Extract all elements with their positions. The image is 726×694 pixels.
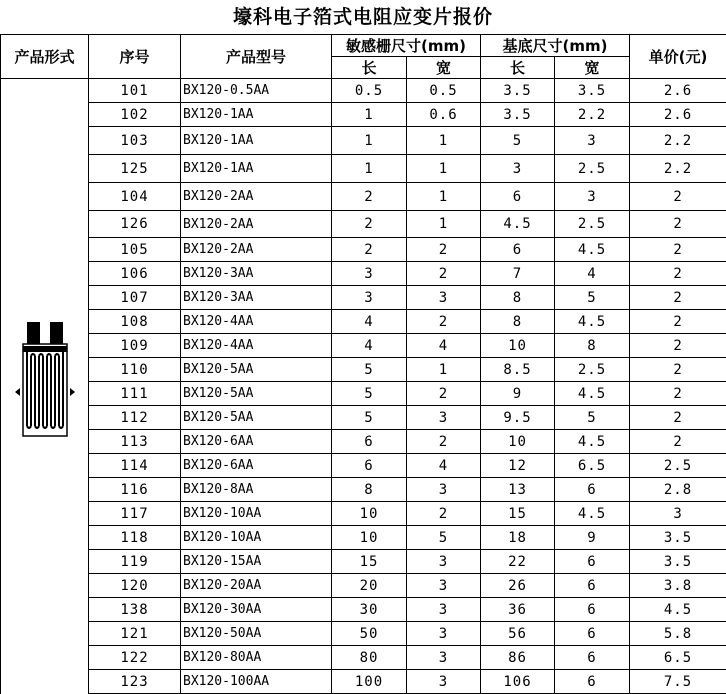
cell-price: 3: [630, 502, 726, 526]
cell-price: 2: [630, 211, 726, 238]
table-row: [1, 502, 726, 526]
cell-bw: 5: [555, 286, 630, 310]
header-grid-width: 宽: [407, 57, 481, 79]
table-row: [1, 646, 726, 670]
cell-gl: 1: [332, 127, 407, 155]
cell-price: 2.2: [630, 127, 726, 155]
cell-price: 2: [630, 262, 726, 286]
cell-model: BX120-2AA: [181, 211, 332, 238]
cell-price: 2: [630, 358, 726, 382]
header-seq: 序号: [89, 35, 181, 79]
header-base-length: 长: [481, 57, 555, 79]
cell-gw: 1: [407, 183, 481, 211]
header-model: 产品型号: [181, 35, 332, 79]
cell-model: BX120-10AA: [181, 502, 332, 526]
cell-gl: 4: [332, 334, 407, 358]
cell-bw: 4: [555, 262, 630, 286]
table-body: [1, 79, 726, 694]
cell-gl: 15: [332, 550, 407, 574]
cell-bw: 3: [555, 127, 630, 155]
cell-model: BX120-30AA: [181, 598, 332, 622]
cell-bw: 4.5: [555, 430, 630, 454]
strain-gauge-icon: [13, 322, 77, 446]
cell-model: BX120-5AA: [181, 358, 332, 382]
table-row: [1, 574, 726, 598]
cell-bw: 4.5: [555, 310, 630, 334]
cell-gl: 10: [332, 502, 407, 526]
cell-price: 7.5: [630, 670, 726, 694]
cell-model: BX120-6AA: [181, 454, 332, 478]
cell-model: BX120-8AA: [181, 478, 332, 502]
cell-seq: 122: [89, 646, 181, 670]
cell-bl: 3: [481, 155, 555, 183]
cell-model: BX120-20AA: [181, 574, 332, 598]
cell-gw: 3: [407, 478, 481, 502]
cell-price: 3.8: [630, 574, 726, 598]
cell-bl: 22: [481, 550, 555, 574]
table-row: [1, 670, 726, 694]
cell-model: BX120-2AA: [181, 183, 332, 211]
table-row: [1, 183, 726, 211]
cell-seq: 103: [89, 127, 181, 155]
cell-bw: 6: [555, 550, 630, 574]
table-row: [1, 358, 726, 382]
cell-gw: 3: [407, 622, 481, 646]
cell-gw: 4: [407, 334, 481, 358]
cell-bw: 2.5: [555, 358, 630, 382]
cell-model: BX120-5AA: [181, 382, 332, 406]
cell-seq: 109: [89, 334, 181, 358]
cell-gl: 100: [332, 670, 407, 694]
cell-gw: 3: [407, 574, 481, 598]
cell-price: 2.5: [630, 454, 726, 478]
cell-seq: 108: [89, 310, 181, 334]
cell-bw: 6: [555, 574, 630, 598]
cell-bl: 12: [481, 454, 555, 478]
cell-price: 2: [630, 286, 726, 310]
cell-gl: 8: [332, 478, 407, 502]
cell-price: 2.2: [630, 155, 726, 183]
cell-bw: 2.5: [555, 155, 630, 183]
header-form: 产品形式: [1, 35, 89, 79]
header-base-width: 宽: [555, 57, 630, 79]
cell-price: 4.5: [630, 598, 726, 622]
table-row: [1, 550, 726, 574]
cell-seq: 125: [89, 155, 181, 183]
cell-bw: 6: [555, 622, 630, 646]
cell-seq: 101: [89, 79, 181, 103]
table-row: [1, 79, 726, 103]
cell-bl: 8: [481, 310, 555, 334]
cell-model: BX120-100AA: [181, 670, 332, 694]
cell-bl: 86: [481, 646, 555, 670]
cell-bl: 18: [481, 526, 555, 550]
cell-seq: 102: [89, 103, 181, 127]
table-row: [1, 238, 726, 262]
cell-gw: 2: [407, 430, 481, 454]
cell-gw: 1: [407, 127, 481, 155]
cell-bw: 2.2: [555, 103, 630, 127]
cell-gl: 2: [332, 183, 407, 211]
cell-bl: 10: [481, 430, 555, 454]
table-row: [1, 454, 726, 478]
cell-model: BX120-4AA: [181, 310, 332, 334]
cell-bl: 5: [481, 127, 555, 155]
table-row: [1, 406, 726, 430]
cell-gl: 80: [332, 646, 407, 670]
table-row: [1, 334, 726, 358]
cell-seq: 121: [89, 622, 181, 646]
cell-seq: 117: [89, 502, 181, 526]
cell-price: 2: [630, 310, 726, 334]
cell-gl: 4: [332, 310, 407, 334]
cell-gl: 2: [332, 211, 407, 238]
cell-model: BX120-5AA: [181, 406, 332, 430]
cell-seq: 118: [89, 526, 181, 550]
cell-gl: 0.5: [332, 79, 407, 103]
cell-price: 2: [630, 334, 726, 358]
cell-gw: 3: [407, 550, 481, 574]
cell-bw: 5: [555, 406, 630, 430]
cell-price: 3.5: [630, 550, 726, 574]
cell-gl: 2: [332, 238, 407, 262]
cell-gw: 2: [407, 310, 481, 334]
cell-bw: 6: [555, 646, 630, 670]
cell-gw: 3: [407, 598, 481, 622]
table-row: [1, 526, 726, 550]
cell-price: 2.6: [630, 103, 726, 127]
table-row: [1, 286, 726, 310]
cell-gl: 6: [332, 430, 407, 454]
cell-gl: 3: [332, 262, 407, 286]
cell-price: 2: [630, 183, 726, 211]
cell-gw: 1: [407, 211, 481, 238]
cell-gw: 2: [407, 238, 481, 262]
cell-bl: 9.5: [481, 406, 555, 430]
cell-bw: 4.5: [555, 502, 630, 526]
cell-model: BX120-6AA: [181, 430, 332, 454]
cell-bl: 13: [481, 478, 555, 502]
cell-gl: 5: [332, 406, 407, 430]
cell-model: BX120-0.5AA: [181, 79, 332, 103]
cell-model: BX120-1AA: [181, 103, 332, 127]
cell-model: BX120-1AA: [181, 127, 332, 155]
cell-bl: 8.5: [481, 358, 555, 382]
cell-seq: 120: [89, 574, 181, 598]
table-row: [1, 310, 726, 334]
cell-bl: 3.5: [481, 79, 555, 103]
cell-model: BX120-2AA: [181, 238, 332, 262]
cell-gw: 0.6: [407, 103, 481, 127]
cell-seq: 119: [89, 550, 181, 574]
cell-price: 2.8: [630, 478, 726, 502]
header-grid-length: 长: [332, 57, 407, 79]
cell-bw: 3: [555, 183, 630, 211]
cell-gl: 1: [332, 103, 407, 127]
cell-gl: 50: [332, 622, 407, 646]
cell-bl: 8: [481, 286, 555, 310]
cell-gw: 3: [407, 286, 481, 310]
table-row: [1, 622, 726, 646]
cell-model: BX120-15AA: [181, 550, 332, 574]
header-base-size: 基底尺寸(mm): [481, 35, 630, 57]
cell-gw: 3: [407, 670, 481, 694]
cell-bl: 10: [481, 334, 555, 358]
cell-price: 2: [630, 382, 726, 406]
cell-model: BX120-1AA: [181, 155, 332, 183]
cell-gw: 3: [407, 646, 481, 670]
cell-bl: 56: [481, 622, 555, 646]
cell-bw: 8: [555, 334, 630, 358]
cell-gl: 10: [332, 526, 407, 550]
cell-seq: 107: [89, 286, 181, 310]
cell-seq: 126: [89, 211, 181, 238]
table-row: [1, 127, 726, 155]
cell-gl: 6: [332, 454, 407, 478]
cell-gw: 2: [407, 502, 481, 526]
cell-bl: 15: [481, 502, 555, 526]
cell-bl: 3.5: [481, 103, 555, 127]
cell-bw: 9: [555, 526, 630, 550]
table-row: [1, 430, 726, 454]
cell-gw: 4: [407, 454, 481, 478]
cell-seq: 110: [89, 358, 181, 382]
cell-gw: 0.5: [407, 79, 481, 103]
cell-bw: 6: [555, 478, 630, 502]
cell-seq: 106: [89, 262, 181, 286]
cell-bl: 4.5: [481, 211, 555, 238]
cell-gl: 5: [332, 382, 407, 406]
cell-model: BX120-10AA: [181, 526, 332, 550]
cell-seq: 105: [89, 238, 181, 262]
product-form-cell: [1, 79, 89, 694]
cell-price: 3.5: [630, 526, 726, 550]
cell-seq: 111: [89, 382, 181, 406]
table-row: [1, 155, 726, 183]
cell-bw: 6: [555, 598, 630, 622]
cell-bl: 7: [481, 262, 555, 286]
cell-seq: 112: [89, 406, 181, 430]
cell-gl: 30: [332, 598, 407, 622]
cell-bl: 6: [481, 238, 555, 262]
cell-gw: 3: [407, 406, 481, 430]
cell-gl: 20: [332, 574, 407, 598]
table-row: [1, 598, 726, 622]
header-grid-size: 敏感栅尺寸(mm): [332, 35, 481, 57]
cell-seq: 114: [89, 454, 181, 478]
cell-model: BX120-3AA: [181, 262, 332, 286]
cell-gl: 5: [332, 358, 407, 382]
cell-gw: 1: [407, 358, 481, 382]
cell-bw: 4.5: [555, 382, 630, 406]
cell-model: BX120-50AA: [181, 622, 332, 646]
cell-bl: 9: [481, 382, 555, 406]
price-table: [0, 34, 726, 694]
table-row: [1, 382, 726, 406]
cell-seq: 123: [89, 670, 181, 694]
cell-seq: 116: [89, 478, 181, 502]
cell-price: 2.6: [630, 79, 726, 103]
cell-bl: 36: [481, 598, 555, 622]
cell-price: 2: [630, 238, 726, 262]
cell-seq: 138: [89, 598, 181, 622]
cell-gl: 3: [332, 286, 407, 310]
table-row: [1, 211, 726, 238]
cell-gw: 1: [407, 155, 481, 183]
cell-price: 5.8: [630, 622, 726, 646]
cell-gw: 2: [407, 262, 481, 286]
header-price: 单价(元): [630, 35, 726, 79]
cell-seq: 113: [89, 430, 181, 454]
cell-bw: 3.5: [555, 79, 630, 103]
cell-bl: 106: [481, 670, 555, 694]
cell-bw: 6.5: [555, 454, 630, 478]
cell-seq: 104: [89, 183, 181, 211]
cell-model: BX120-4AA: [181, 334, 332, 358]
cell-model: BX120-80AA: [181, 646, 332, 670]
cell-gw: 2: [407, 382, 481, 406]
cell-bw: 2.5: [555, 211, 630, 238]
cell-model: BX120-3AA: [181, 286, 332, 310]
table-row: [1, 262, 726, 286]
page-title: 壕科电子箔式电阻应变片报价: [0, 0, 726, 34]
cell-gl: 1: [332, 155, 407, 183]
cell-bl: 26: [481, 574, 555, 598]
table-row: [1, 103, 726, 127]
cell-price: 2: [630, 406, 726, 430]
cell-bw: 6: [555, 670, 630, 694]
cell-bl: 6: [481, 183, 555, 211]
table-row: [1, 478, 726, 502]
cell-gw: 5: [407, 526, 481, 550]
cell-price: 2: [630, 430, 726, 454]
cell-price: 6.5: [630, 646, 726, 670]
cell-bw: 4.5: [555, 238, 630, 262]
